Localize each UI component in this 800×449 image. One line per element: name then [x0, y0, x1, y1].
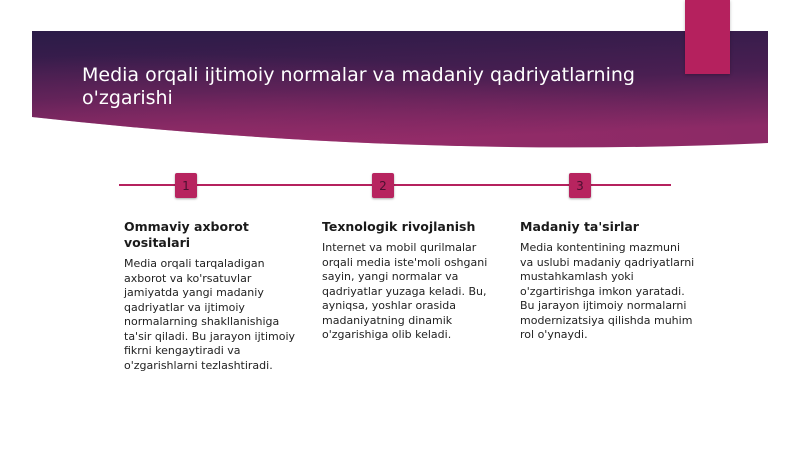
timeline-marker-2: 2: [372, 173, 394, 198]
step-text: Media orqali tarqaladigan axborot va ko'rsatuvlar jamiyatda yangi madaniy qadriyatlar va ijtimoiy normalarning shakllanishiga ta'sir qiladi. Bu jarayon ijtimoiy fikrni kengaytiradi va o'zgarishlarni tezlashtiradi.: [124, 257, 296, 372]
step-text: Media kontentining mazmuni va uslubi madaniy qadriyatlarni mustahkamlash yoki o'zgartirishga imkon yaratadi. Bu jarayon ijtimoiy normalarni modernizatsiya qilishda muhim rol o'ynaydi.: [520, 241, 695, 341]
step-heading: Ommaviy axborot vositalari: [124, 219, 249, 250]
timeline-step-3: [520, 219, 696, 343]
timeline-marker-1: 1: [175, 173, 197, 198]
timeline-marker-3: 3: [569, 173, 591, 198]
timeline-step-1: [124, 219, 300, 373]
accent-block: [685, 0, 730, 74]
timeline-step-2: [322, 219, 498, 343]
step-text: Internet va mobil qurilmalar orqali media iste'moli oshgani sayin, yangi normalar va qadriyatlar yuzaga keladi. Bu, ayniqsa, yoshlar orasida madaniyatning dinamik o'zgarishiga olib keladi.: [322, 241, 488, 341]
step-heading: Madaniy ta'sirlar: [520, 219, 639, 234]
slide-title: Media orqali ijtimoiy normalar va madaniy qadriyatlarning o'zgarishi: [82, 64, 635, 109]
step-heading: Texnologik rivojlanish: [322, 219, 476, 234]
